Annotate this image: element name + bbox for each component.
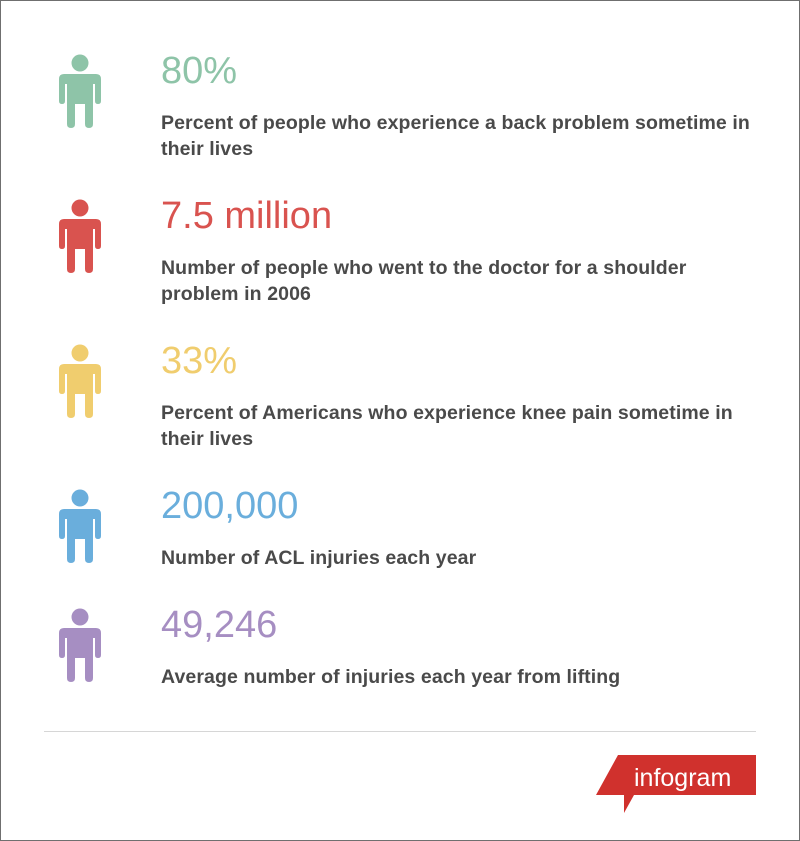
person-head	[72, 345, 89, 362]
divider	[44, 731, 756, 732]
person-body	[59, 74, 101, 128]
stat-description: Number of ACL injuries each year	[161, 547, 477, 569]
stat-value: 80%	[161, 50, 238, 92]
person-head	[72, 490, 89, 507]
stat-description: Percent of people who experience a back problem sometime in their lives	[161, 112, 750, 160]
stat-description: Percent of Americans who experience knee pain sometime in their lives	[161, 402, 733, 450]
logo-label: infogram	[634, 764, 732, 792]
person-icon	[58, 199, 102, 273]
person-body	[59, 628, 101, 682]
person-icon	[58, 54, 102, 128]
person-head	[72, 200, 89, 217]
stat-value: 7.5 million	[161, 195, 333, 237]
stat-description: Average number of injuries each year from lifting	[161, 666, 621, 688]
stat-value: 33%	[161, 340, 238, 382]
person-head	[72, 609, 89, 626]
person-icon	[58, 608, 102, 682]
person-body	[59, 219, 101, 273]
stat-value: 49,246	[161, 604, 278, 646]
stat-value: 200,000	[161, 485, 299, 527]
person-body	[59, 364, 101, 418]
infogram-logo[interactable]	[596, 755, 756, 813]
person-icon	[58, 344, 102, 418]
stat-description: Number of people who went to the doctor for a shoulder problem in 2006	[161, 257, 687, 305]
person-icon	[58, 489, 102, 563]
person-head	[72, 55, 89, 72]
person-body	[59, 509, 101, 563]
